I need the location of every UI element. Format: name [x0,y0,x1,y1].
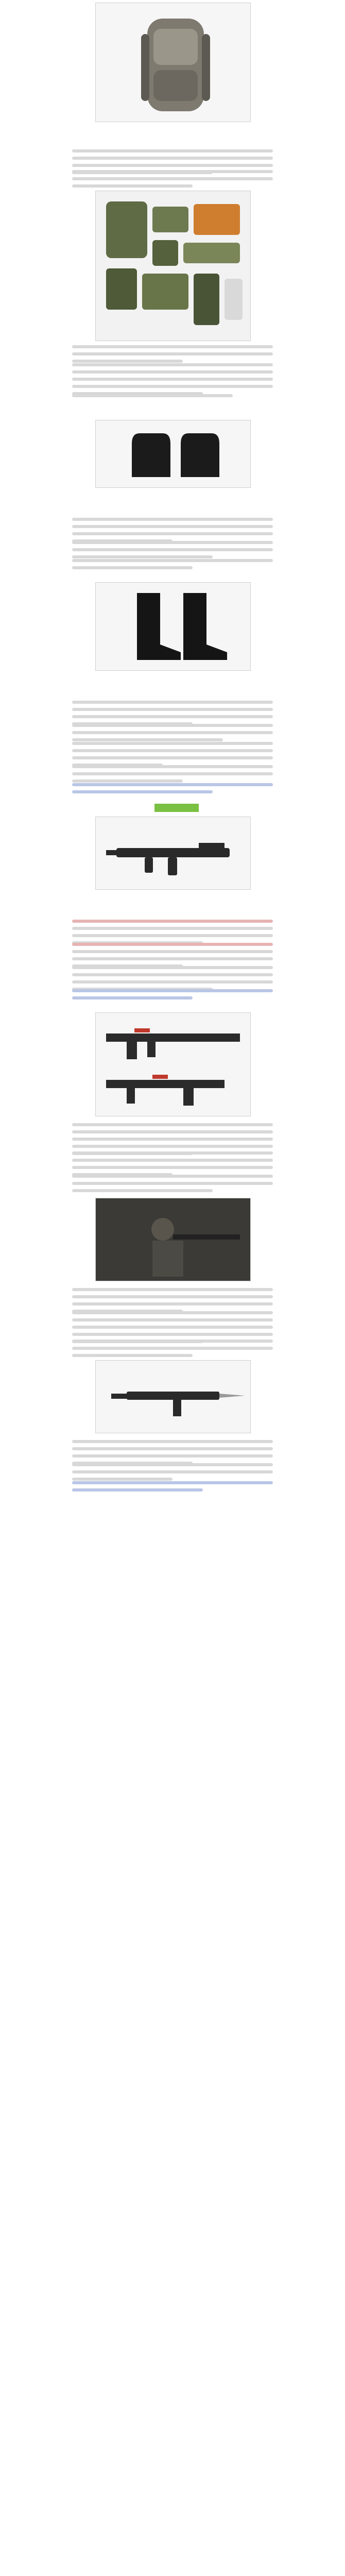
gear-set-illustration [96,191,250,341]
gloves-illustration [96,420,250,487]
description-block-13 [72,783,273,798]
soldier-photo [95,1198,251,1281]
rifle-illustration [96,817,250,889]
description-block-26 [72,1481,273,1496]
boots-illustration [96,583,250,670]
product-image-gear-set [95,191,251,341]
product-image-bayonet-rifle [95,1360,251,1433]
product-image-gloves [95,420,251,488]
rifle-layout-diagram [95,1012,251,1116]
product-image-boots [95,582,251,671]
description-block-8 [72,559,273,573]
soldier-illustration [96,1198,250,1281]
bayonet-rifle-illustration [96,1361,250,1433]
description-block-20 [72,1175,273,1196]
description-block-17 [72,989,273,1004]
product-image-backpack [95,3,251,122]
product-image-rifle [95,817,251,890]
section-tag-1 [154,804,199,812]
backpack-illustration [96,3,250,122]
description-block-5 [72,394,273,401]
description-block-2 [72,170,273,192]
description-block-23 [72,1340,273,1361]
bullpup-diagram [96,1013,250,1116]
